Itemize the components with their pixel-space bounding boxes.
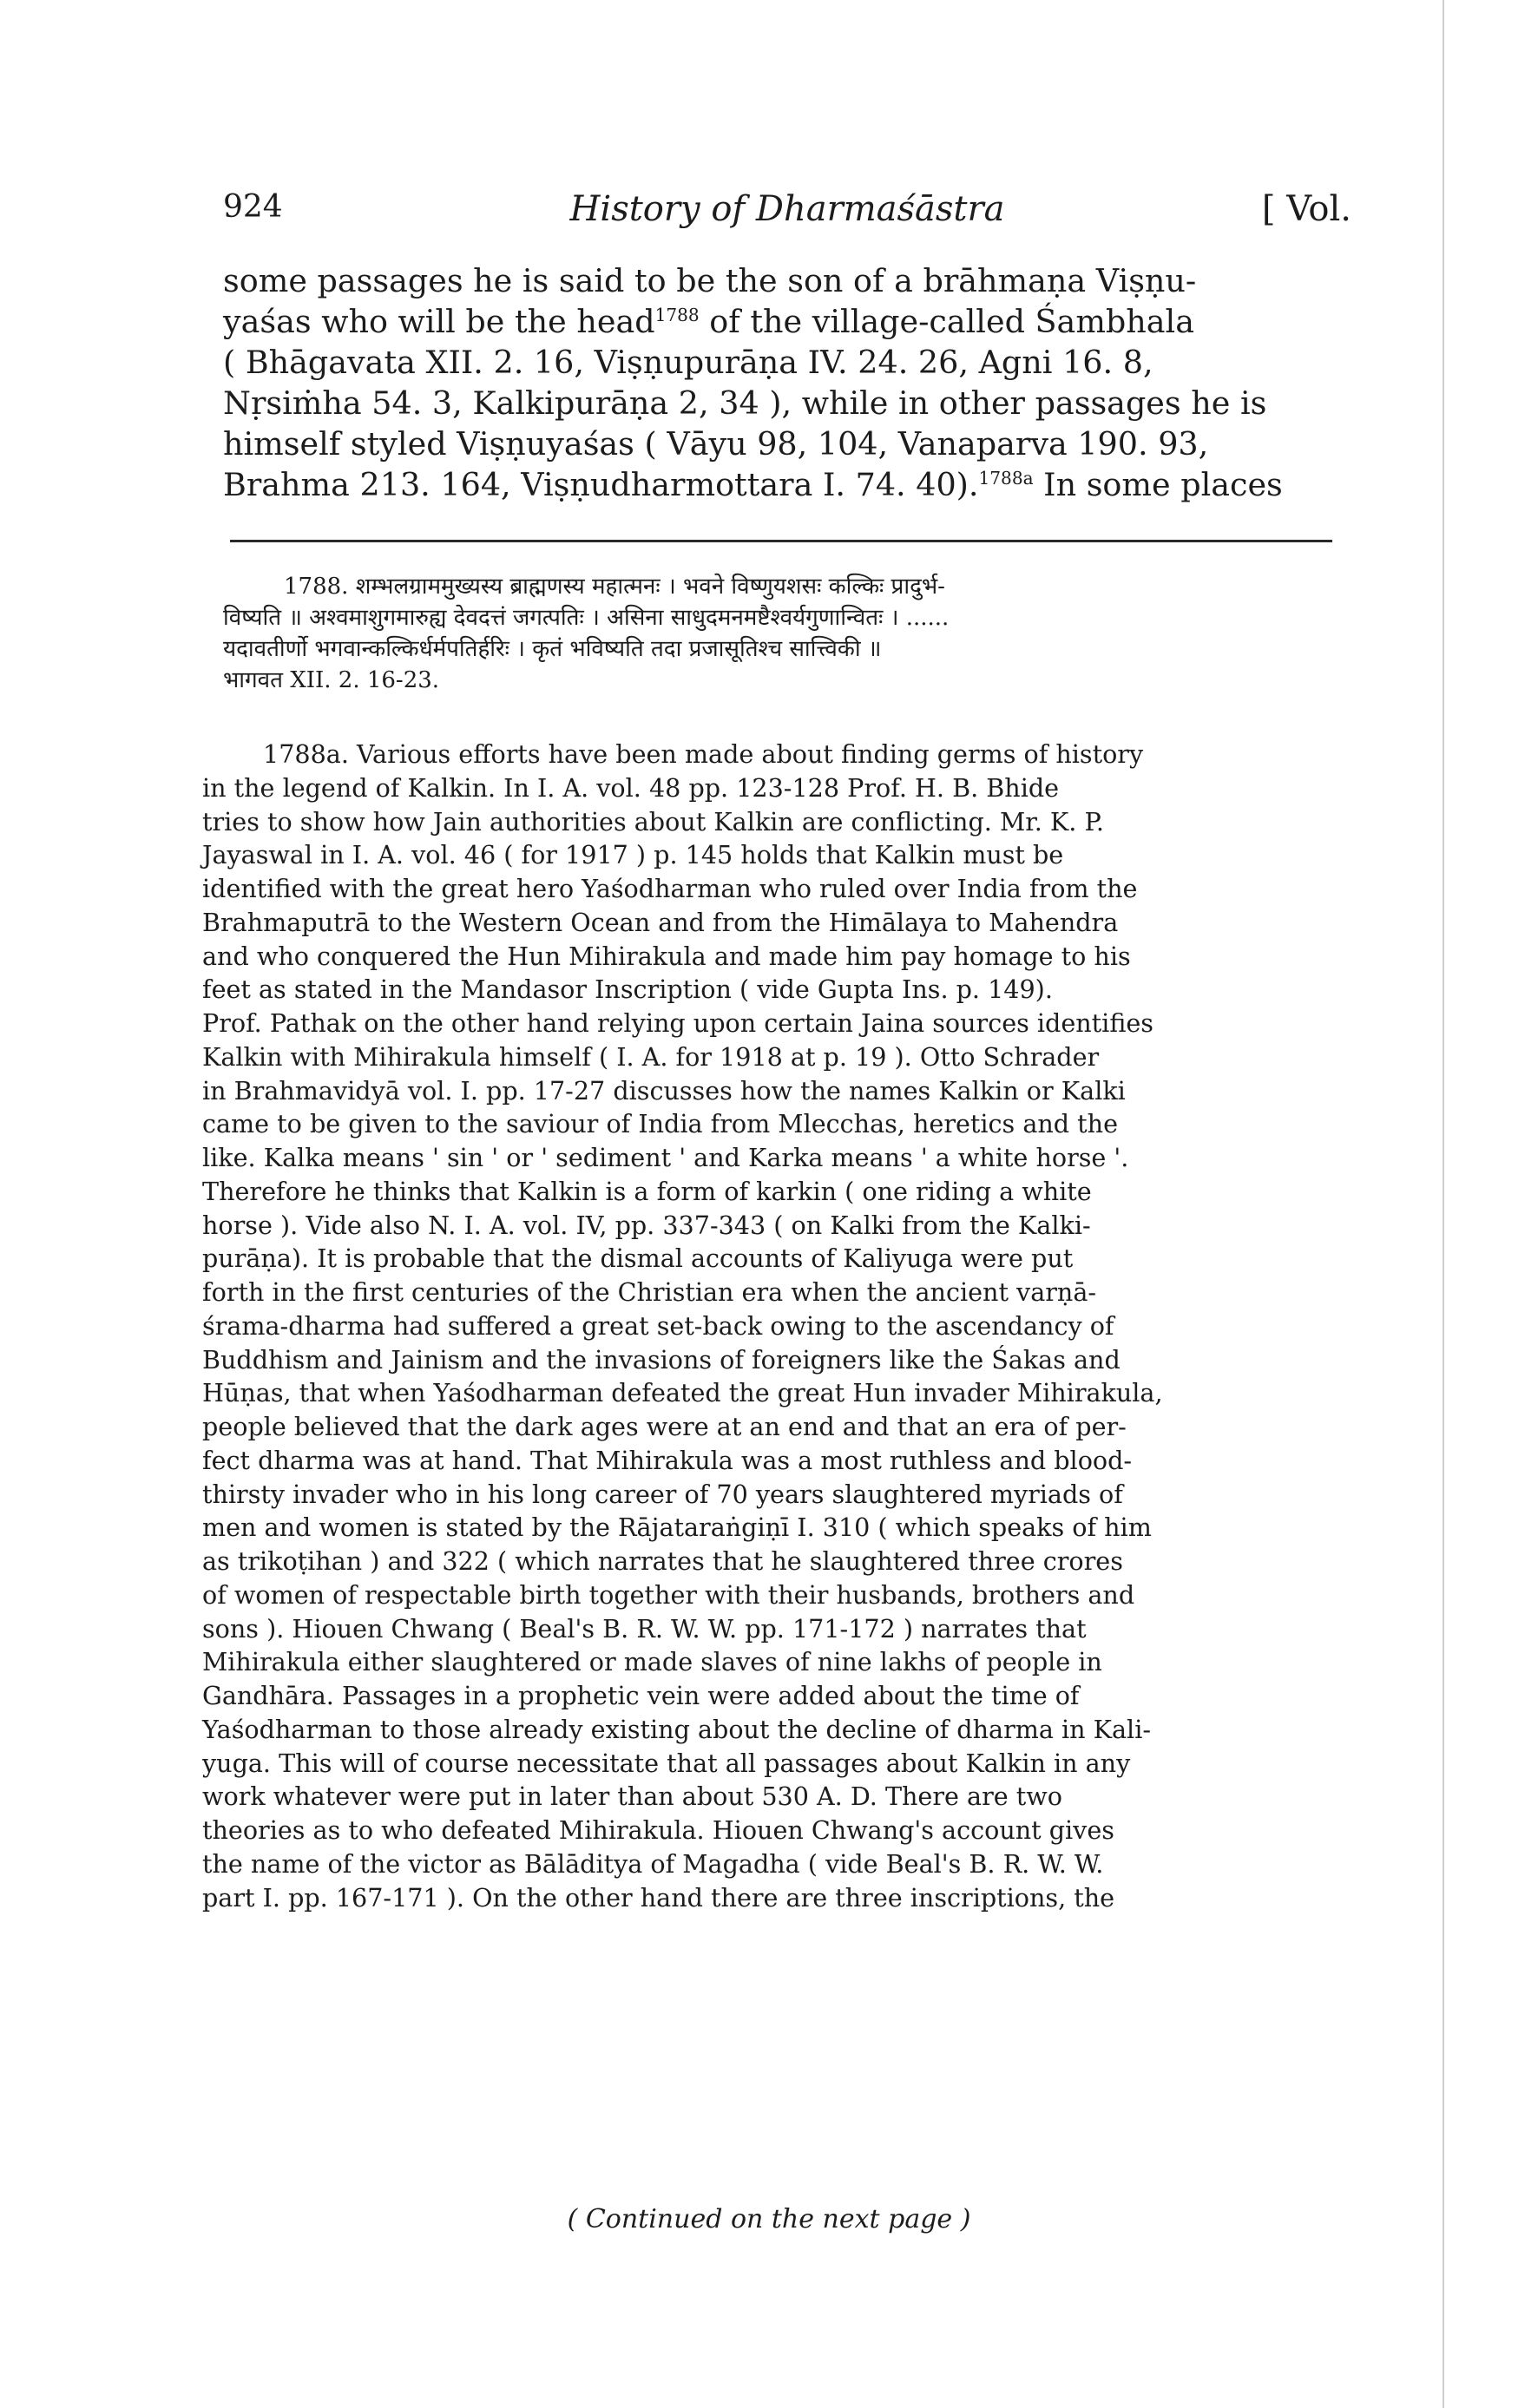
footnote-line: fect dharma was at hand. That Mihirakula was a most ruthless and blood- — [202, 1445, 1133, 1475]
footnote-line: भागवत XII. 2. 16-23. — [223, 667, 440, 693]
footnote-line: in the legend of Kalkin. In I. A. vol. 48 pp. 123-128 Prof. H. B. Bhide — [202, 772, 1060, 803]
footnote-line: Hūṇas, that when Yaśodharman defeated the great Hun invader Mihirakula, — [202, 1378, 1163, 1408]
footnote-line: theories as to who defeated Mihirakula. Hiouen Chwang's account gives — [202, 1815, 1114, 1845]
footnote-line: Therefore he thinks that Kalkin is a form of karkin ( one riding a white — [202, 1176, 1092, 1206]
footnote-line: Gandhāra. Passages in a prophetic vein were added about the time of — [202, 1681, 1080, 1710]
footnote-line: came to be given to the saviour of India from Mlecchas, heretics and the — [202, 1109, 1119, 1139]
main-text-line: yaśas who will be the head$^{1788}$ of the village-called Śambhala — [223, 303, 1194, 340]
footnote-line: Buddhism and Jainism and the invasions of foreigners like the Śakas and — [202, 1344, 1121, 1375]
footnote-ref: 1788 — [654, 304, 700, 325]
footnote-ref: 1788a — [978, 467, 1034, 489]
main-text-line: himself styled Viṣṇuyaśas ( Vāyu 98, 104, Vanaparva 190. 93, — [223, 425, 1209, 463]
footnote-line: यदावतीर्णो भगवान्कल्किर्धर्मपतिर्हरिः । कृतं भविष्यति तदा प्रजासूतिश्च सात्त्विकी ॥ — [223, 636, 882, 662]
footnote-line: Mihirakula either slaughtered or made slaves of nine lakhs of people in — [202, 1647, 1102, 1677]
continued-note: ( Continued on the next page ) — [567, 2204, 971, 2234]
footnote-line: tries to show how Jain authorities about Kalkin are conflicting. Mr. K. P. — [202, 806, 1105, 837]
footnote-label: 1788. — [284, 574, 349, 600]
running-title: History of Dharmaśāstra — [569, 189, 1005, 229]
main-text-line: Nṛsiṁha 54. 3, Kalkipurāṇa 2, 34 ), while in other passages he is — [223, 384, 1267, 422]
main-text-line: some passages he is said to be the son of a brāhmaṇa Viṣṇu- — [223, 262, 1197, 299]
footnote-line: in Brahmavidyā vol. I. pp. 17-27 discusses how the names Kalkin or Kalki — [202, 1075, 1126, 1106]
footnote-line: thirsty invader who in his long career of 70 years slaughtered myriads of — [202, 1479, 1123, 1509]
footnote-line: purāṇa). It is probable that the dismal accounts of Kaliyuga were put — [202, 1243, 1074, 1274]
footnote-line: sons ). Hiouen Chwang ( Beal's B. R. W. W. pp. 171-172 ) narrates that — [202, 1613, 1087, 1644]
page-number: 924 — [223, 189, 283, 225]
footnote-line: विष्यति ॥ अश्वमाशुगमारुह्य देवदत्तं जगत्पतिः । असिना साधुदमनमष्टैश्वर्यगुणान्वितः । ...... — [223, 605, 950, 631]
footnote-divider — [230, 540, 1332, 542]
footnote-line: the name of the victor as Bālāditya of Magadha ( vide Beal's B. R. W. W. — [202, 1848, 1104, 1879]
footnote-line: Prof. Pathak on the other hand relying upon certain Jaina sources identifies — [202, 1008, 1154, 1038]
footnote-line: Yaśodharman to those already existing about the decline of dharma in Kali- — [202, 1714, 1151, 1744]
scan-edge-line — [1443, 0, 1444, 2408]
footnote-line: people believed that the dark ages were at an end and that an era of per- — [202, 1412, 1127, 1441]
footnote-line: part I. pp. 167-171 ). On the other hand there are three inscriptions, the — [202, 1882, 1115, 1913]
volume-label: [ Vol. — [1261, 189, 1351, 229]
footnote-line: and who conquered the Hun Mihirakula and made him pay homage to his — [202, 941, 1131, 971]
footnote-line: feet as stated in the Mandasor Inscription ( vide Gupta Ins. p. 149). — [202, 974, 1053, 1005]
footnote-line: as trikoṭihan ) and 322 ( which narrates that he slaughtered three crores — [202, 1546, 1123, 1576]
footnote-line: of women of respectable birth together with their husbands, brothers and — [202, 1579, 1135, 1610]
footnote-1788a — [202, 738, 1357, 1914]
footnote-line: Jayaswal in I. A. vol. 46 ( for 1917 ) p. 145 holds that Kalkin must be — [202, 840, 1064, 870]
footnote-line: forth in the first centuries of the Christian era when the ancient varṇā- — [202, 1277, 1097, 1307]
footnote-line: work whatever were put in later than about 530 A. D. There are two — [202, 1781, 1062, 1812]
footnote-line: horse ). Vide also N. I. A. vol. IV, pp. 337-343 ( on Kalki from the Kalki- — [202, 1210, 1091, 1240]
main-text-line: ( Bhāgavata XII. 2. 16, Viṣṇupurāṇa IV. 24. 26, Agni 16. 8, — [223, 344, 1154, 381]
footnote-line: Brahmaputrā to the Western Ocean and from the Himālaya to Mahendra — [202, 907, 1119, 937]
main-text-line: Brahma 213. 164, Viṣṇudharmottara I. 74. 40).$^{1788a}$ In some places — [223, 466, 1283, 503]
footnote-line: 1788. शम्भलग्राममुख्यस्य ब्राह्मणस्य महात्मनः । भवने विष्णुयशसः कल्किः प्रादुर्भ- — [223, 571, 1351, 602]
footnote-line: like. Kalka means ' sin ' or ' sediment ' and Karka means ' a white horse '. — [202, 1143, 1129, 1172]
footnote-line: Kalkin with Mihirakula himself ( I. A. for 1918 at p. 19 ). Otto Schrader — [202, 1041, 1100, 1072]
footnote-line: identified with the great hero Yaśodharman who ruled over India from the — [202, 874, 1138, 903]
footnote-1788 — [223, 571, 1351, 696]
page-header — [223, 189, 1351, 241]
footnote-line: men and women is stated by the Rājataraṅgiṇī I. 310 ( which speaks of him — [202, 1512, 1152, 1543]
footnote-line: 1788a. Various efforts have been made about finding germs of history — [263, 739, 1144, 769]
footnote-line: śrama-dharma had suffered a great set-back owing to the ascendancy of — [202, 1310, 1114, 1341]
footnote-line: yuga. This will of course necessitate that all passages about Kalkin in any — [202, 1748, 1131, 1778]
main-text — [223, 260, 1351, 505]
